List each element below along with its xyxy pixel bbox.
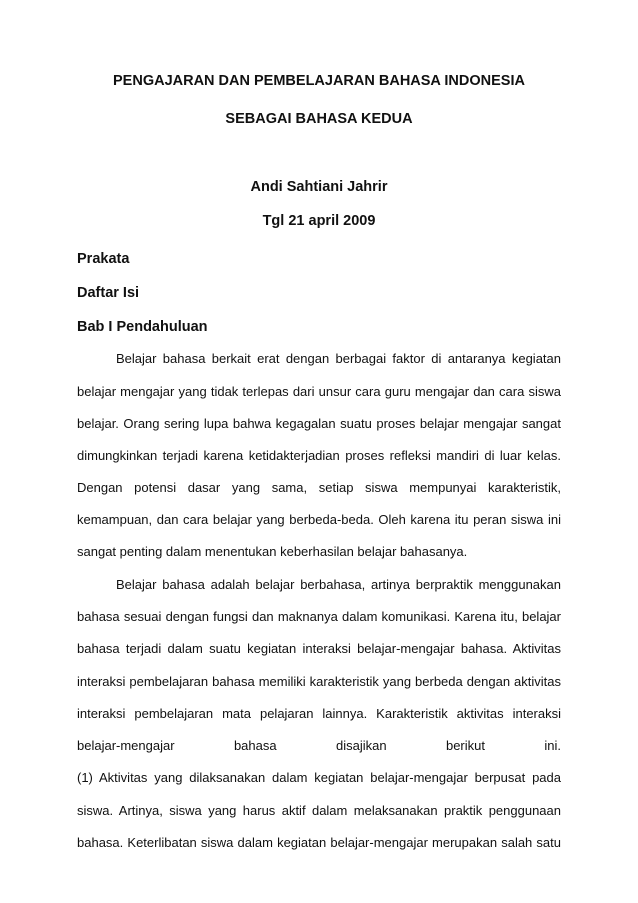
paragraph-line: siswa. Artinya, siswa yang harus aktif dalam melaksanakan praktik penggunaan (77, 803, 561, 818)
document-date: Tgl 21 april 2009 (262, 213, 376, 229)
paragraph-line: Dengan potensi dasar yang sama, setiap siswa mempunyai karakteristik, (77, 480, 561, 495)
paragraph-line: kemampuan, dan cara belajar yang berbeda-beda. Oleh karena itu peran siswa ini (77, 512, 561, 527)
paragraph-line: belajar-mengajar bahasa disajikan berikut ini. (77, 738, 561, 753)
paragraph-line: Belajar bahasa adalah belajar berbahasa, artinya berpraktik menggunakan (116, 577, 561, 592)
paragraph-line: bahasa. Keterlibatan siswa dalam kegiatan belajar-mengajar merupakan salah satu (77, 835, 561, 850)
paragraph-line: Belajar bahasa berkait erat dengan berbagai faktor di antaranya kegiatan (116, 351, 561, 366)
heading-daftar-isi: Daftar Isi (77, 285, 140, 301)
paragraph-line: bahasa sesuai dengan fungsi dan maknanya dalam komunikasi. Karena itu, belajar (77, 609, 561, 624)
paragraph-line: (1) Aktivitas yang dilaksanakan dalam kegiatan belajar-mengajar berpusat pada (77, 770, 561, 785)
document-title-line-2: SEBAGAI BAHASA KEDUA (225, 111, 413, 127)
author-name: Andi Sahtiani Jahrir (250, 179, 388, 195)
heading-bab-1: Bab I Pendahuluan (77, 319, 208, 335)
heading-prakata: Prakata (77, 251, 130, 267)
paragraph-line: interaksi pembelajaran bahasa memiliki karakteristik yang berbeda dengan aktivitas (77, 674, 561, 689)
paragraph-line: dimungkinkan terjadi karena ketidakterjadian proses refleksi mandiri di luar kelas. (77, 448, 561, 463)
paragraph-line: bahasa terjadi dalam suatu kegiatan interaksi belajar-mengajar bahasa. Aktivitas (77, 641, 561, 656)
paragraph-line: sangat penting dalam menentukan keberhasilan belajar bahasanya. (77, 544, 468, 559)
paragraph-line: belajar. Orang sering lupa bahwa kegagalan suatu proses belajar mengajar sangat (77, 416, 561, 431)
paragraph-line: interaksi pembelajaran mata pelajaran lainnya. Karakteristik aktivitas interaksi (77, 706, 561, 721)
paragraph-line: belajar mengajar yang tidak terlepas dari unsur cara guru mengajar dan cara siswa (77, 384, 561, 399)
document-title-line-1: PENGAJARAN DAN PEMBELAJARAN BAHASA INDONESIA (113, 73, 525, 89)
